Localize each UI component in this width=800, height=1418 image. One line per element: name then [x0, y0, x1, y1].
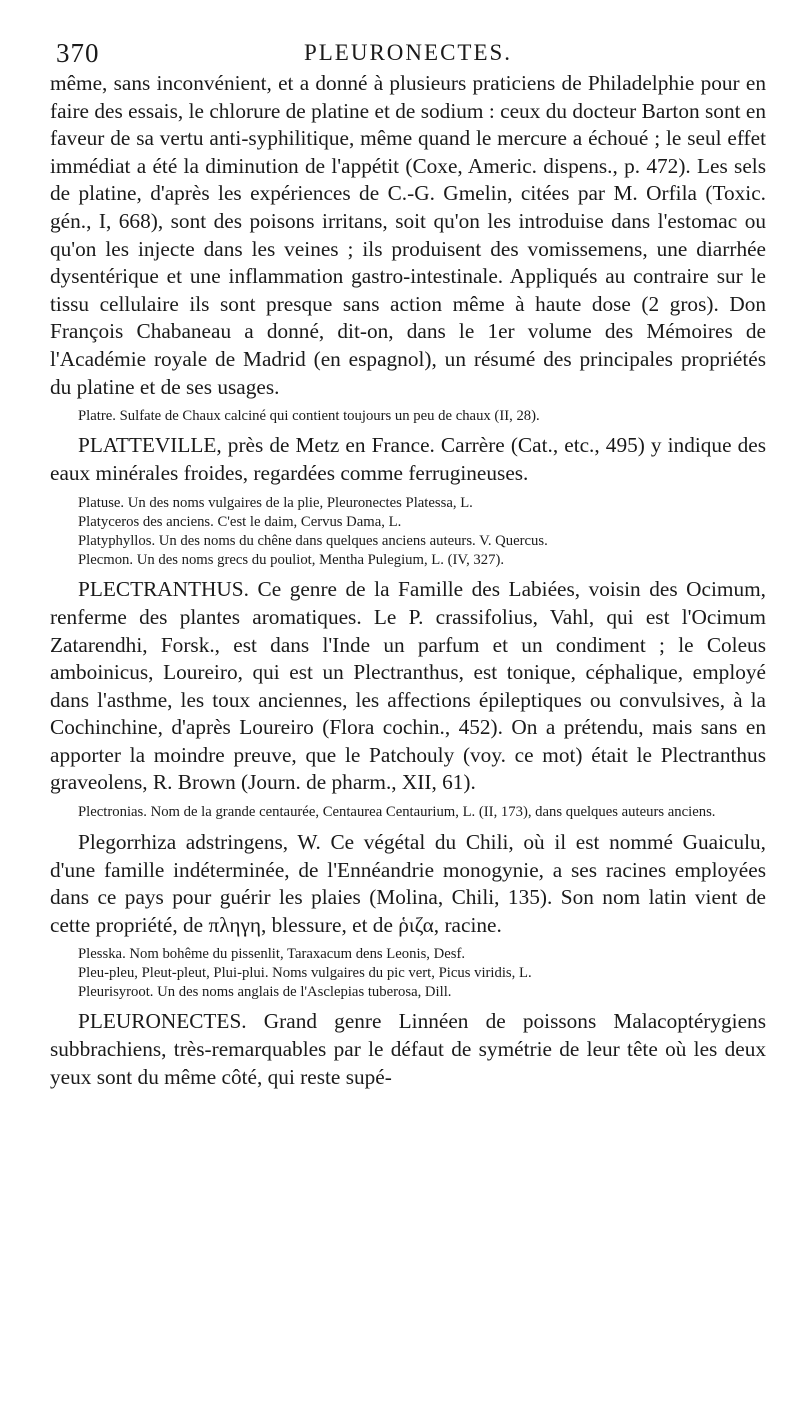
- entry-pleuronectes: PLEURONECTES. Grand genre Linnéen de poissons Malacoptérygiens subbrachiens, très-remarquables par le défaut de symétrie de leur tête où les deux yeux sont du même côté, qui reste supé-: [50, 1009, 766, 1089]
- entry-pleu-pleu: Pleu-pleu, Pleut-pleut, Plui-plui. Noms vulgaires du pic vert, Picus viridis, L.: [78, 965, 532, 982]
- entry-platuse: Platuse. Un des noms vulgaires de la plie, Pleuronectes Platessa, L.: [78, 495, 473, 512]
- entry-plectronias: Plectronias. Nom de la grande centaurée, Centaurea Centaurium, L. (II, 173), dans quelques auteurs anciens.: [78, 804, 716, 821]
- entry-plectranthus: PLECTRANTHUS. Ce genre de la Famille des Labiées, voisin des Ocimum, renferme des plantes aromatiques. Le P. crassifolius, Vahl, qui est l'Ocimum Zatarendhi, Forsk., est dans l'Inde un parfum et un condiment ; le Coleus amboinicus, Loureiro, qui est un Plectranthus, est tonique, céphalique, employé dans l'asthme, les toux anciennes, les affections épileptiques ou convulsives, à la Cochinchine, d'après Loureiro (Flora cochin., 452). On a prétendu, mais sans en apporter la moindre preuve, que le Patchouly (voy. ce mot) était le Plectranthus graveolens, R. Brown (Journ. de pharm., XII, 61).: [50, 577, 766, 795]
- entry-plegorrhiza: Plegorrhiza adstringens, W. Ce végétal du Chili, où il est nommé Guaiculu, d'une famille indéterminée, de l'Ennéandrie monogynie, a ses racines employées dans ce pays pour guérir les plaies (Molina, Chili, 135). Son nom latin vient de cette propriété, de πληγη, blessure, et de ῥιζα, racine.: [50, 830, 766, 937]
- entry-platyphyllos: Platyphyllos. Un des noms du chêne dans quelques anciens auteurs. V. Quercus.: [78, 533, 548, 550]
- entry-plesska: Plesska. Nom bohême du pissenlit, Taraxacum dens Leonis, Desf.: [78, 946, 466, 963]
- page-header: [50, 36, 766, 70]
- page-number: 370: [56, 38, 100, 68]
- entry-platteville: PLATTEVILLE, près de Metz en France. Carrère (Cat., etc., 495) y indique des eaux minérales froides, regardées comme ferrugineuses.: [50, 433, 766, 485]
- entry-platre: Platre. Sulfate de Chaux calciné qui contient toujours un peu de chaux (II, 28).: [78, 408, 540, 425]
- entry-pleurisyroot: Pleurisyroot. Un des noms anglais de l'Asclepias tuberosa, Dill.: [78, 984, 452, 1001]
- running-head: PLEURONECTES.: [303, 40, 513, 65]
- entry-platyceros: Platyceros des anciens. C'est le daim, Cervus Dama, L.: [78, 514, 402, 531]
- entry-platine-continuation: même, sans inconvénient, et a donné à plusieurs praticiens de Philadelphie pour en faire des essais, le chlorure de platine et de sodium : ceux du docteur Barton sont en faveur de sa vertu anti-syphilitique, même quand le mercure a échoué ; le seul effet immédiat a été la diminution de l'appétit (Coxe, Americ. dispens., p. 472). Les sels de platine, d'après les expériences de C.-G. Gmelin, citées par M. Orfila (Toxic. gén., I, 668), sont des poisons irritans, soit qu'on les introduise dans l'estomac ou qu'on les injecte dans les veines ; ils produisent des vomissemens, une diarrhée dysentérique et une inflammation gastro-intestinale. Appliqués au contraire sur le tissu cellulaire ils sont presque sans action même à haute dose (2 gros). Don François Chabaneau a donné, dit-on, dans le 1er volume des Mémoires de l'Académie royale de Madrid (en espagnol), un résumé des principales propriétés du platine et de ses usages.: [50, 71, 766, 399]
- entry-plecmon: Plecmon. Un des noms grecs du pouliot, Mentha Pulegium, L. (IV, 327).: [78, 552, 505, 569]
